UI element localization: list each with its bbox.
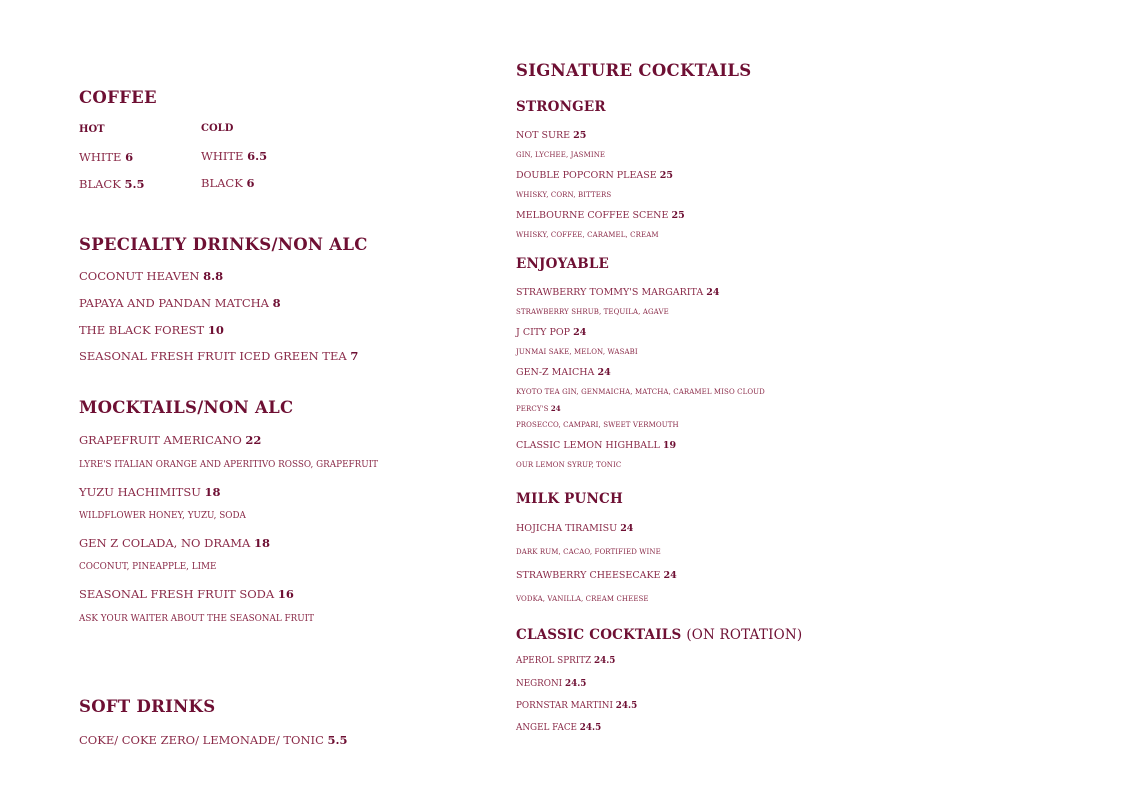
item-description: PROSECCO, CAMPARI, SWEET VERMOUTH [516, 421, 679, 429]
menu-item: BLACK 5.5 [79, 177, 145, 191]
menu-item: CLASSIC LEMON HIGHBALL 19 [516, 440, 677, 451]
menu-item: HOJICHA TIRAMISU 24 [516, 523, 634, 534]
menu-item: PAPAYA AND PANDAN MATCHA 8 [79, 296, 281, 310]
menu-item: APEROL SPRITZ 24.5 [516, 656, 616, 666]
menu-item: GRAPEFRUIT AMERICANO 22 [79, 433, 262, 447]
menu-item: STRAWBERRY CHEESECAKE 24 [516, 570, 677, 581]
hot-label: HOT [79, 124, 105, 135]
menu-item: WHITE 6.5 [201, 149, 268, 163]
item-description: DARK RUM, CACAO, FORTIFIED WINE [516, 548, 661, 556]
item-description: OUR LEMON SYRUP, TONIC [516, 461, 622, 469]
menu-item: ANGEL FACE 24.5 [516, 723, 602, 733]
menu-item: YUZU HACHIMITSU 18 [79, 485, 221, 499]
menu-item: PORNSTAR MARTINI 24.5 [516, 701, 638, 711]
item-description: STRAWBERRY SHRUB, TEQUILA, AGAVE [516, 308, 669, 316]
classic-cocktails-title: CLASSIC COCKTAILS (ON ROTATION) [516, 627, 803, 643]
menu-item: J CITY POP 24 [516, 327, 587, 338]
menu-item: PERCY'S 24 [516, 404, 561, 413]
menu-item: GEN Z COLADA, NO DRAMA 18 [79, 536, 271, 550]
menu-item: MELBOURNE COFFEE SCENE 25 [516, 210, 685, 221]
menu-item: SEASONAL FRESH FRUIT SODA 16 [79, 587, 294, 601]
cold-label: COLD [201, 123, 234, 134]
menu-item: GEN-Z MAICHA 24 [516, 367, 611, 378]
item-description: WHISKY, COFFEE, CARAMEL, CREAM [516, 231, 659, 239]
item-description: WILDFLOWER HONEY, YUZU, SODA [79, 511, 246, 521]
menu-item: NEGRONI 24.5 [516, 679, 587, 689]
item-description: KYOTO TEA GIN, GENMAICHA, MATCHA, CARAMEL MISO CLOUD [516, 388, 765, 396]
menu-item: BLACK 6 [201, 176, 255, 190]
milk-punch-title: MILK PUNCH [516, 491, 623, 507]
item-description: WHISKY, CORN, BITTERS [516, 191, 612, 199]
menu-item: STRAWBERRY TOMMY'S MARGARITA 24 [516, 287, 720, 298]
menu-item: COCONUT HEAVEN 8.8 [79, 269, 224, 283]
item-description: LYRE'S ITALIAN ORANGE AND APERITIVO ROSSO, GRAPEFRUIT [79, 460, 378, 470]
item-description: ASK YOUR WAITER ABOUT THE SEASONAL FRUIT [79, 614, 314, 624]
menu-item: THE BLACK FOREST 10 [79, 323, 224, 337]
coffee-title: COFFEE [79, 88, 157, 107]
item-description: GIN, LYCHEE, JASMINE [516, 151, 606, 159]
mocktails-title: MOCKTAILS/NON ALC [79, 398, 294, 417]
item-description: COCONUT, PINEAPPLE, LIME [79, 562, 217, 572]
enjoyable-title: ENJOYABLE [516, 256, 610, 272]
specialty-title: SPECIALTY DRINKS/NON ALC [79, 235, 368, 254]
menu-item: NOT SURE 25 [516, 130, 587, 141]
item-description: VODKA, VANILLA, CREAM CHEESE [516, 595, 649, 603]
stronger-title: STRONGER [516, 99, 606, 115]
signature-title: SIGNATURE COCKTAILS [516, 61, 752, 80]
menu-item: COKE/ COKE ZERO/ LEMONADE/ TONIC 5.5 [79, 733, 348, 747]
soft-drinks-title: SOFT DRINKS [79, 697, 216, 716]
menu-item: SEASONAL FRESH FRUIT ICED GREEN TEA 7 [79, 349, 359, 363]
menu-item: WHITE 6 [79, 150, 134, 164]
item-description: JUNMAI SAKE, MELON, WASABI [516, 348, 638, 356]
menu-item: DOUBLE POPCORN PLEASE 25 [516, 170, 673, 181]
